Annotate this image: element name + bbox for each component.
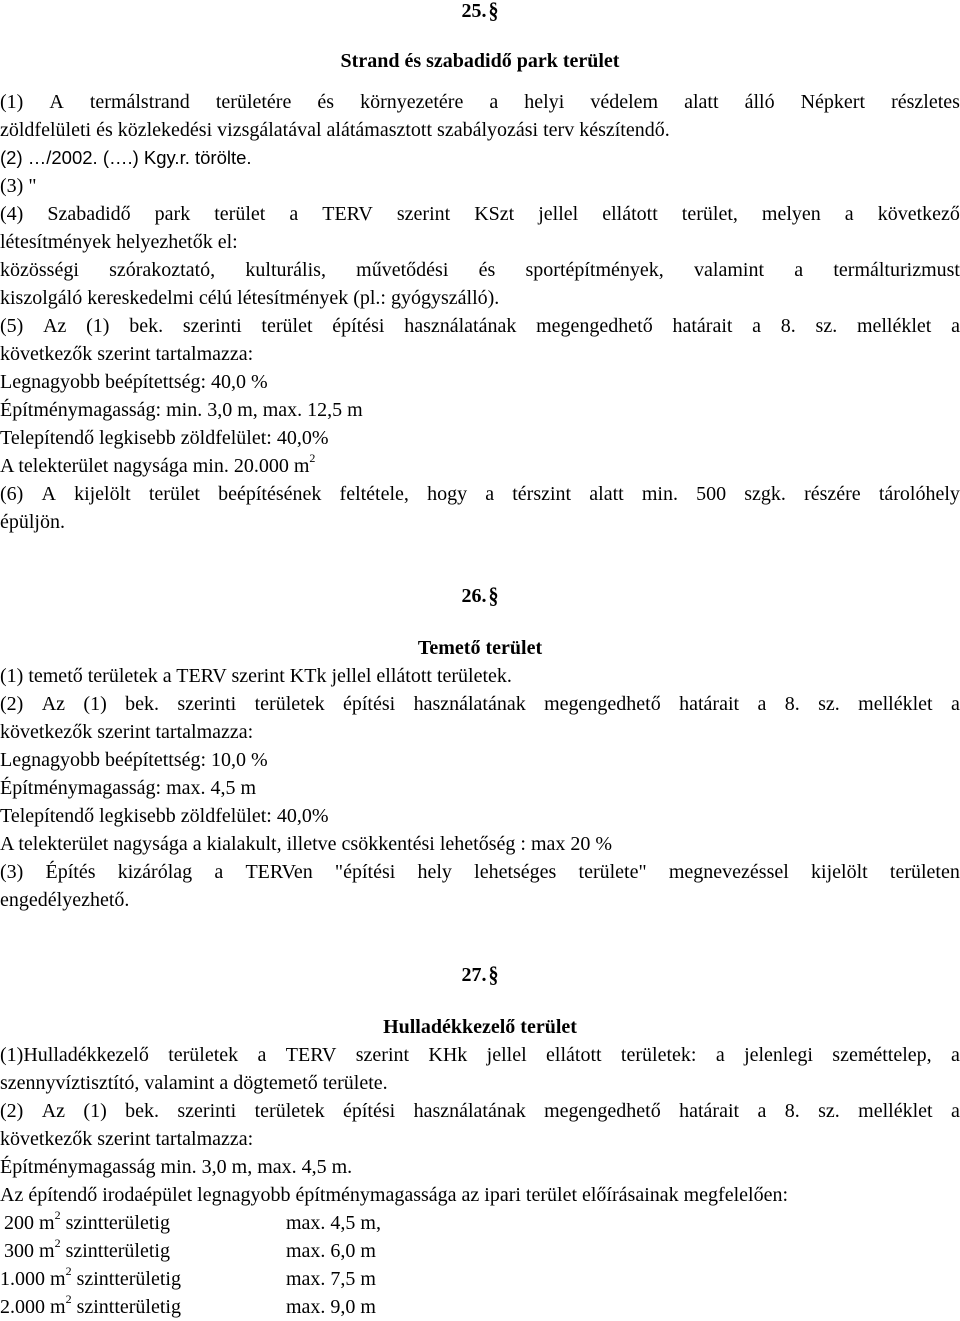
word: (3) [0,861,24,883]
word: ellátott [546,1044,602,1066]
word: szerinti [182,315,242,337]
word: a [257,1044,267,1066]
word: a [950,1100,960,1122]
word: szerint [396,203,451,225]
word: A [49,91,64,113]
s25-p5-line2: következők szerint tartalmazza: [0,343,254,365]
s26-p3-line1 [0,858,960,886]
word: közösségi [0,259,79,281]
word: megengedhető [544,1100,661,1122]
word: (1) [0,91,24,113]
s25-value-plot-size: A telekterület nagysága min. 20.000 $m^2$ [0,451,316,477]
word: környezetére [360,91,464,113]
word: sz. [815,315,838,337]
floor-area: 2.000 $m^2$ szintterületig [0,1292,181,1318]
word: kulturális, [245,259,326,281]
word: a [950,693,960,715]
word: megnevezéssel [668,861,789,883]
s26-p1: (1) temető területek a TERV szerint KTk jellel ellátott területek. [0,665,512,687]
word: termálturizmust [833,259,960,281]
superscript-2: 2 [54,1208,61,1223]
word: szerinti [177,693,237,715]
word: KSzt [474,203,515,225]
word: védelem [590,91,659,113]
word: terület [214,203,266,225]
word: megengedhető [536,315,653,337]
superscript-2: 2 [65,1264,72,1279]
floor-area: 1.000 $m^2$ szintterületig [0,1264,181,1290]
word: terület [261,315,313,337]
word: szerinti [177,1100,237,1122]
word: jellel [538,203,579,225]
section-27-title: Hulladékkezelő terület [383,1016,577,1038]
max-height: max. 7,5 m [286,1268,376,1290]
word: szerint [355,1044,410,1066]
word: Az [43,315,67,337]
word: tárolóhely [878,483,960,505]
word: sportépítmények, [525,259,664,281]
word: KHk [428,1044,468,1066]
word: bek. [129,315,164,337]
word: határait [679,1100,740,1122]
s25-p6-line1 [0,480,960,508]
s25-p3: (3) " [0,175,37,197]
section-sign: § [488,0,499,24]
superscript-2: 2 [309,451,316,466]
s27-value-height: Építménymagasság min. 3,0 m, max. 4,5 m. [0,1156,353,1178]
s25-p4-line2: létesítmények helyezhetők el: [0,231,238,253]
word: melléklet [858,693,933,715]
word: a [752,315,762,337]
word: ellátott [602,203,658,225]
word: lehetséges [474,861,557,883]
word: (6) [0,483,24,505]
word: melléklet [858,1100,933,1122]
word: (1) [86,315,110,337]
word: TERVen [245,861,313,883]
word: a [485,483,495,505]
s25-value-green-area: Telepítendő legkisebb zöldfelület: 40,0% [0,427,329,449]
word: területe" [578,861,647,883]
s25-p5-line1 [0,312,960,340]
word: terület [148,483,200,505]
word: építési [342,1100,396,1122]
s26-p3-line2: engedélyezhető. [0,889,130,911]
word: és [478,259,496,281]
word: Az [41,693,66,715]
word: 500 [696,483,727,505]
s26-p2-line1 [0,690,960,718]
word: A [41,483,56,505]
s25-p4-line4: kiszolgáló kereskedelmi célú létesítmények (pl.: gyógyszálló). [0,287,500,309]
word: (2) [0,1100,24,1122]
section-27-number: 27. § [0,961,960,989]
s25-p4-line3 [0,256,960,284]
s25-value-height: Építménymagasság: min. 3,0 m, max. 12,5 m [0,399,363,421]
word: a [757,1100,767,1122]
word: (1) [83,1100,107,1122]
word: használatának [413,1100,526,1122]
word: park [154,203,191,225]
s27-p1-line2: szennyvíztisztító, valamint a dögtemető területe. [0,1072,388,1094]
word: kijelölt [74,483,131,505]
s26-value-built-ratio: Legnagyobb beépítettség: 10,0 % [0,749,268,771]
word: a [489,91,499,113]
word: építési [342,693,396,715]
word: 8. [784,1100,800,1122]
s26-value-green-area: Telepítendő legkisebb zöldfelület: 40,0% [0,805,329,827]
word: TERV [322,203,373,225]
s27-height-row [0,1265,960,1293]
s25-p1-line1 [0,88,960,116]
section-sign: § [488,962,499,988]
s25-p4-line1 [0,200,960,228]
s25-value-built-ratio: Legnagyobb beépítettség: 40,0 % [0,371,268,393]
word: használatának [404,315,517,337]
word: területek: [620,1044,697,1066]
word: hely [417,861,452,883]
section-25-title: Strand és szabadidő park terület [340,50,620,72]
word: megengedhető [544,693,661,715]
section-26-title: Temető terület [417,637,543,659]
word: a [951,315,960,337]
word: területek [254,1100,325,1122]
word: (1)Hulladékkezelő [0,1044,149,1066]
superscript-2: 2 [54,1236,61,1251]
s25-p6-line2: épüljön. [0,511,65,533]
word: (1) [83,693,107,715]
word: alatt [684,91,719,113]
word: építési [332,315,385,337]
word: feltétele, [339,483,409,505]
s26-p2-line2: következők szerint tartalmazza: [0,721,254,743]
s27-p2-line2: következők szerint tartalmazza: [0,1128,254,1150]
word: kizárólag [117,861,193,883]
word: beépítésének [218,483,322,505]
word: részére [804,483,861,505]
section-26-number: 26. § [0,582,960,610]
word: (5) [0,315,24,337]
word: 8. [780,315,796,337]
word: szgk. [744,483,786,505]
word: Az [41,1100,66,1122]
word: területek [168,1044,239,1066]
max-height: max. 4,5 m, [286,1212,381,1234]
section-sign: § [488,583,499,609]
word: alatt [589,483,624,505]
word: termálstrand [89,91,190,113]
word: határait [672,315,733,337]
word: a [715,1044,725,1066]
word: területére [215,91,292,113]
floor-area: 200 $m^2$ szintterületig [4,1208,170,1234]
word: sz. [818,1100,840,1122]
word: melléklet [856,315,932,337]
word: min. [641,483,678,505]
word: a [794,259,804,281]
word: határait [679,693,740,715]
s27-height-row [0,1293,960,1321]
s25-p2: (2) …/2002. (….) Kgy.r. törölte. [0,147,252,168]
word: TERV [285,1044,337,1066]
word: jelenlegi [744,1044,813,1066]
word: valamint [694,259,765,281]
max-height: max. 9,0 m [286,1296,376,1318]
word: Építés [45,861,96,883]
max-height: max. 6,0 m [286,1240,376,1262]
word: kijelölt [811,861,868,883]
word: sz. [818,693,840,715]
floor-area: 300 $m^2$ szintterületig [4,1236,170,1262]
word: Népkert [800,91,866,113]
s27-height-row [0,1237,960,1265]
word: a [844,203,854,225]
word: szórakoztató, [109,259,216,281]
s27-p2-line1 [0,1097,960,1125]
s27-height-row [0,1209,960,1237]
word: Szabadidő [47,203,131,225]
word: használatának [413,693,526,715]
superscript-2: 2 [65,1292,72,1307]
word: helyi [524,91,565,113]
word: álló [744,91,775,113]
word: "építési [334,861,396,883]
s27-p1-line1 [0,1041,960,1069]
word: (4) [0,203,24,225]
s25-p1-line2: zöldfelületi és közlekedési vizsgálatával alátámasztott szabályozási terv készítendő. [0,119,670,141]
word: következő [877,203,960,225]
word: térszint [512,483,572,505]
word: hogy [427,483,468,505]
word: 8. [784,693,800,715]
s27-office-height-intro: Az építendő irodaépület legnagyobb építménymagassága az ipari terület előírásainak megfelelően: [0,1184,789,1206]
s26-value-height: Építménymagasság: max. 4,5 m [0,777,257,799]
section-25-number: 25. § [0,0,960,25]
s26-value-plot-size: A telekterület nagysága a kialakult, illetve csökkentési lehetőség : max 20 % [0,833,613,855]
word: melyen [761,203,821,225]
word: a [757,693,767,715]
word: (2) [0,693,24,715]
word: és [317,91,335,113]
word: területek [254,693,325,715]
word: művetődési [356,259,449,281]
word: bek. [125,1100,159,1122]
word: jellel [486,1044,527,1066]
word: a [214,861,224,883]
word: a [951,1044,960,1066]
word: szeméttelep, [832,1044,932,1066]
word: a [289,203,299,225]
word: terület, [681,203,738,225]
word: részletes [891,91,960,113]
word: bek. [125,693,159,715]
word: területen [889,861,960,883]
